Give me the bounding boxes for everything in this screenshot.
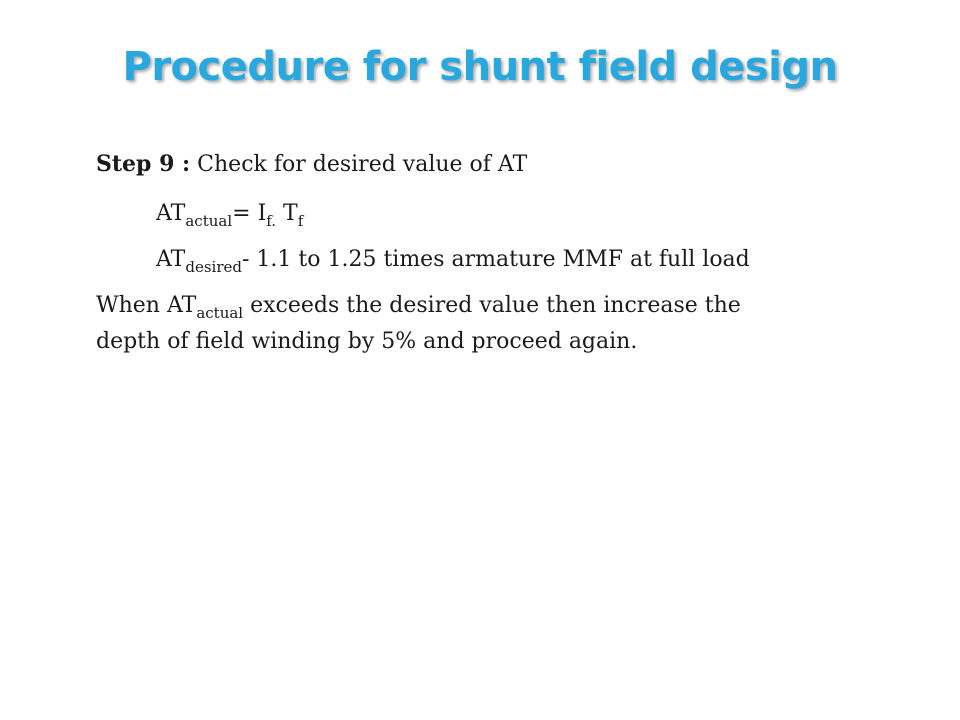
formula-actual-t-sub: f bbox=[297, 212, 304, 230]
formula-actual bbox=[156, 200, 303, 229]
slide-title: Procedure for shunt field design bbox=[122, 44, 838, 90]
step-text: Check for desired value of AT bbox=[190, 152, 528, 177]
formula-actual-i-sub: f. bbox=[266, 212, 277, 230]
formula-actual-lhs: AT bbox=[156, 201, 186, 226]
formula-actual-t: T bbox=[276, 201, 298, 226]
note-sub: actual bbox=[196, 304, 244, 322]
note-line-2: depth of field winding by 5% and proceed again. bbox=[96, 329, 638, 354]
formula-actual-eq: = I bbox=[232, 201, 267, 226]
formula-desired bbox=[156, 246, 750, 275]
formula-desired-text: - 1.1 to 1.25 times armature MMF at full load bbox=[241, 247, 750, 272]
formula-actual-lhs-sub: actual bbox=[185, 212, 233, 230]
formula-desired-sub: desired bbox=[185, 258, 242, 276]
formula-desired-main: AT bbox=[156, 247, 186, 272]
note-prefix: When AT bbox=[96, 293, 197, 318]
note-text: exceeds the desired value then increase the bbox=[243, 293, 741, 318]
step-label: Step 9 : bbox=[96, 151, 191, 177]
step-line bbox=[96, 150, 527, 180]
note-line-1 bbox=[96, 292, 741, 321]
